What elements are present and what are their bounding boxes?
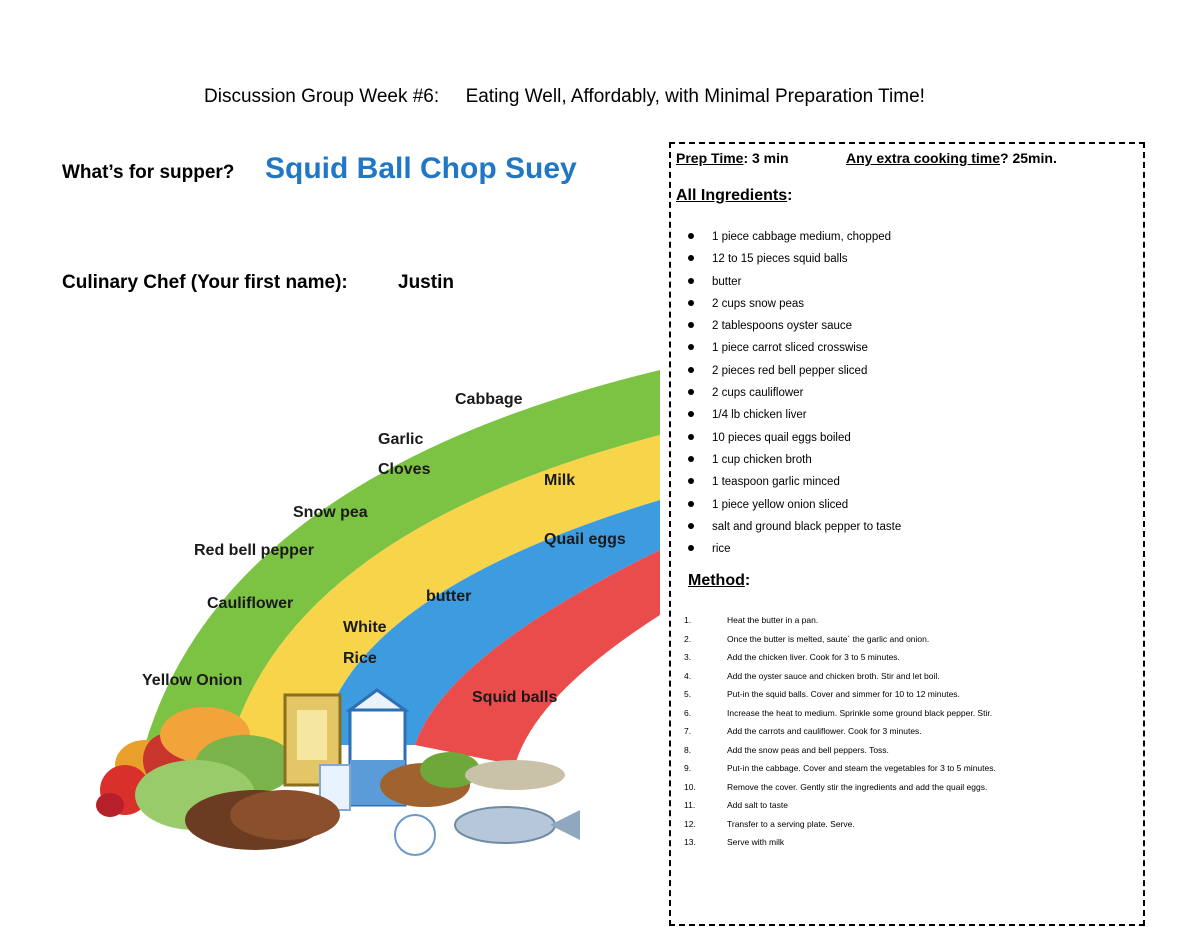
ingredient-item: 2 tablespoons oyster sauce — [688, 317, 901, 339]
step-text: Once the butter is melted, saute´ the garlic and onion. — [727, 633, 930, 644]
label-garlic-cloves: Cloves — [378, 461, 431, 478]
step-number: 2. — [684, 633, 692, 644]
extra-cooking-label: Any extra cooking time — [846, 150, 1001, 166]
ingredient-item: 1 piece carrot sliced crosswise — [688, 339, 901, 361]
chef-label: Culinary Chef (Your first name): — [62, 272, 348, 293]
ingredient-item: salt and ground black pepper to taste — [688, 518, 901, 540]
label-cauliflower: Cauliflower — [207, 595, 294, 612]
ingredients-title-text: All Ingredients — [676, 187, 788, 204]
heading-week: Discussion Group Week #6: — [204, 86, 440, 107]
step-text: Increase the heat to medium. Sprinkle some ground black pepper. Stir. — [727, 707, 993, 718]
step-number: 8. — [684, 744, 692, 755]
ingredient-item: 1 cup chicken broth — [688, 451, 901, 473]
prep-time — [676, 150, 789, 166]
step-number: 5. — [684, 689, 692, 699]
label-cabbage: Cabbage — [455, 391, 523, 408]
label-red-bell-pepper: Red bell pepper — [194, 542, 315, 559]
label-yellow-onion: Yellow Onion — [142, 672, 243, 689]
label-white: White — [343, 619, 387, 636]
page-heading — [204, 86, 925, 108]
label-garlic: Garlic — [378, 431, 424, 448]
label-snow-pea: Snow pea — [293, 504, 368, 521]
prep-time-label: Prep Time — [676, 150, 744, 166]
step-number: 11. — [684, 800, 696, 810]
ingredient-item: 1 piece cabbage medium, chopped — [688, 228, 901, 250]
ingredients-title-colon: : — [787, 187, 793, 204]
extra-cooking-value: ? 25min. — [1000, 150, 1057, 166]
ingredient-item: 12 to 15 pieces squid balls — [688, 250, 901, 272]
step-text: Put-in the squid balls. Cover and simmer for 10 to 12 minutes. — [727, 689, 960, 699]
step-number: 9. — [684, 763, 692, 773]
label-milk: Milk — [544, 472, 576, 489]
ingredient-item: 2 cups snow peas — [688, 295, 901, 317]
label-butter: butter — [426, 588, 472, 605]
method-title-colon: : — [744, 572, 751, 589]
ingredients-list — [688, 228, 901, 562]
step-text: Heat the butter in a pan. — [727, 615, 819, 625]
label-rice: Rice — [343, 650, 377, 667]
method-title — [688, 572, 750, 590]
step-number: 4. — [684, 670, 692, 681]
step-text: Serve with milk — [727, 837, 785, 847]
step-text: Add salt to taste — [727, 800, 788, 810]
step-number: 12. — [684, 818, 696, 829]
step-number: 13. — [684, 837, 696, 847]
prep-time-value: : 3 min — [743, 150, 789, 166]
ingredient-item: 2 pieces red bell pepper sliced — [688, 362, 901, 384]
step-text: Transfer to a serving plate. Serve. — [727, 818, 855, 829]
method-title-text: Method — [688, 572, 745, 589]
ingredient-item: 1 piece yellow onion sliced — [688, 496, 901, 518]
ingredient-item: 2 cups cauliflower — [688, 384, 901, 406]
step-text: Add the carrots and cauliflower. Cook for 3 minutes. — [727, 726, 922, 736]
step-text: Add the oyster sauce and chicken broth. Stir and let boil. — [727, 670, 940, 681]
dish-name: Squid Ball Chop Suey — [265, 152, 577, 185]
ingredient-item: rice — [688, 540, 901, 562]
step-number: 1. — [684, 615, 692, 625]
ingredient-item: 1 teaspoon garlic minced — [688, 473, 901, 495]
chef-name: Justin — [398, 272, 454, 293]
step-text: Add the chicken liver. Cook for 3 to 5 minutes. — [727, 652, 900, 662]
step-number: 10. — [684, 781, 696, 792]
ingredient-item: 10 pieces quail eggs boiled — [688, 429, 901, 451]
step-number: 6. — [684, 707, 692, 718]
ingredients-title — [676, 187, 792, 205]
step-text: Add the snow peas and bell peppers. Toss. — [727, 744, 889, 755]
step-number: 3. — [684, 652, 692, 662]
step-text: Put-in the cabbage. Cover and steam the vegetables for 3 to 5 minutes. — [727, 763, 996, 773]
label-quail-eggs: Quail eggs — [544, 531, 626, 548]
step-text: Remove the cover. Gently stir the ingredients and add the quail eggs. — [727, 781, 988, 792]
extra-cooking-time — [846, 150, 1057, 166]
ingredient-item: 1/4 lb chicken liver — [688, 406, 901, 428]
heading-subtitle: Eating Well, Affordably, with Minimal Preparation Time! — [465, 86, 925, 107]
supper-label: What’s for supper? — [62, 162, 235, 183]
step-number: 7. — [684, 726, 692, 736]
ingredient-item: butter — [688, 273, 901, 295]
label-squid-balls: Squid balls — [472, 689, 558, 706]
